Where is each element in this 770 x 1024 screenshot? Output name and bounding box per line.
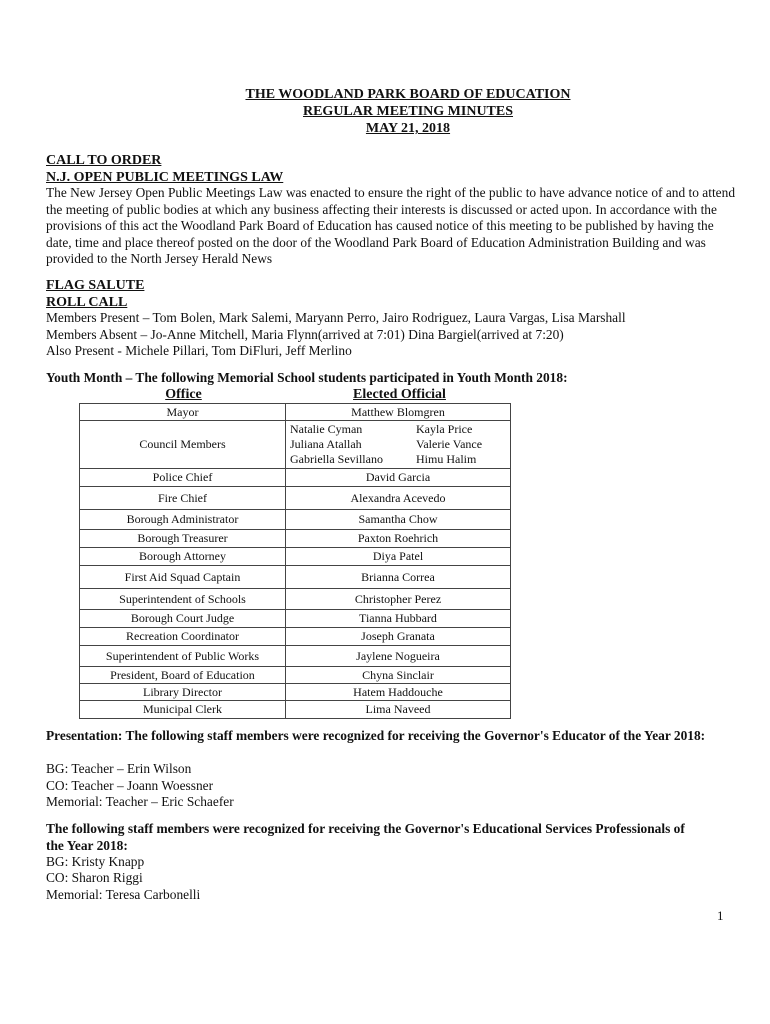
office-cell: Mayor <box>80 404 286 421</box>
table-row <box>80 701 511 719</box>
table-row <box>80 404 511 421</box>
table-row <box>80 469 511 487</box>
office-cell: Municipal Clerk <box>80 701 286 719</box>
office-cell: Superintendent of Schools <box>80 589 286 610</box>
table-row <box>80 667 511 684</box>
esp-item: CO: Sharon Riggi <box>46 870 143 885</box>
table-row <box>80 589 511 610</box>
council-members-list <box>290 422 506 467</box>
office-cell: First Aid Squad Captain <box>80 566 286 589</box>
office-cell: Borough Treasurer <box>80 530 286 548</box>
office-cell: Borough Court Judge <box>80 610 286 628</box>
meeting-date: MAY 21, 2018 <box>365 121 451 136</box>
council-member: Valerie Vance <box>416 437 483 451</box>
council-member: Natalie Cyman <box>290 422 363 436</box>
table-row <box>80 684 511 701</box>
council-member: Kayla Price <box>416 422 473 436</box>
youth-month-intro: Youth Month – The following Memorial School students participated in Youth Month 2018: <box>46 370 568 385</box>
official-cell: Matthew Blomgren <box>286 404 511 421</box>
office-cell: President, Board of Education <box>80 667 286 684</box>
office-cell: Recreation Coordinator <box>80 628 286 646</box>
council-member: Gabriella Sevillano <box>290 452 383 466</box>
also-present: Also Present - Michele Pillari, Tom DiFluri, Jeff Merlino <box>46 343 352 358</box>
table-row <box>80 548 511 566</box>
office-cell: Fire Chief <box>80 487 286 510</box>
members-absent: Members Absent – Jo-Anne Mitchell, Maria Flynn(arrived at 7:01) Dina Bargiel(arrived at 7:20) <box>46 327 564 342</box>
esp-heading: The following staff members were recognized for receiving the Governor's Educational Services Professionals of the Year 2018: <box>46 821 685 853</box>
open-meetings-law-heading: N.J. OPEN PUBLIC MEETINGS LAW <box>46 170 284 185</box>
official-cell: Paxton Roehrich <box>286 530 511 548</box>
table-row <box>80 566 511 589</box>
roll-call-heading: ROLL CALL <box>46 295 128 310</box>
official-cell <box>286 421 511 469</box>
official-cell: Brianna Correa <box>286 566 511 589</box>
official-cell: Samantha Chow <box>286 510 511 530</box>
table-row <box>80 421 511 469</box>
presentation-heading: Presentation: The following staff members were recognized for receiving the Governor's Educator of the Year 2018: <box>46 728 706 743</box>
table-row <box>80 610 511 628</box>
open-meetings-law-text: The New Jersey Open Public Meetings Law was enacted to ensure the right of the public to have advance notice of and to attend the meeting of public bodies at which any business affecting their interests is discussed or acted upon. In accordance with the provisions of this act the Woodland Park Board of Education has caused notice of this meeting to be published by having the date, time and place thereof posted on the door of the Woodland Park Board of Education Administration Building and was provided to the North Jersey Herald News <box>46 185 736 266</box>
official-cell: Hatem Haddouche <box>286 684 511 701</box>
official-cell: Alexandra Acevedo <box>286 487 511 510</box>
office-column-header: Office <box>165 387 202 402</box>
flag-salute-heading: FLAG SALUTE <box>46 278 145 293</box>
members-present: Members Present – Tom Bolen, Mark Salemi, Maryann Perro, Jairo Rodriguez, Laura Vargas, Lisa Marshall <box>46 310 626 325</box>
office-cell: Library Director <box>80 684 286 701</box>
table-row <box>80 487 511 510</box>
table-row <box>80 646 511 667</box>
official-column-header: Elected Official <box>353 387 446 402</box>
official-cell: Tianna Hubbard <box>286 610 511 628</box>
official-cell: Christopher Perez <box>286 589 511 610</box>
table-row <box>80 530 511 548</box>
presentation-item: BG: Teacher – Erin Wilson <box>46 761 192 776</box>
document-title: THE WOODLAND PARK BOARD OF EDUCATION <box>245 87 571 102</box>
youth-month-table <box>79 403 511 719</box>
official-cell: Diya Patel <box>286 548 511 566</box>
presentation-item: Memorial: Teacher – Eric Schaefer <box>46 794 234 809</box>
office-cell: Council Members <box>80 421 286 469</box>
table-row <box>80 510 511 530</box>
document-subtitle: REGULAR MEETING MINUTES <box>302 104 514 119</box>
council-member: Himu Halim <box>416 452 477 466</box>
official-cell: David Garcia <box>286 469 511 487</box>
office-cell: Superintendent of Public Works <box>80 646 286 667</box>
office-cell: Borough Administrator <box>80 510 286 530</box>
official-cell: Jaylene Nogueira <box>286 646 511 667</box>
table-row <box>80 628 511 646</box>
council-member: Juliana Atallah <box>290 437 362 451</box>
esp-item: BG: Kristy Knapp <box>46 854 145 869</box>
office-cell: Borough Attorney <box>80 548 286 566</box>
esp-item: Memorial: Teresa Carbonelli <box>46 887 201 902</box>
call-to-order-heading: CALL TO ORDER <box>46 153 162 168</box>
official-cell: Joseph Granata <box>286 628 511 646</box>
presentation-item: CO: Teacher – Joann Woessner <box>46 778 214 793</box>
official-cell: Lima Naveed <box>286 701 511 719</box>
office-cell: Police Chief <box>80 469 286 487</box>
page-number: 1 <box>717 908 724 923</box>
official-cell: Chyna Sinclair <box>286 667 511 684</box>
